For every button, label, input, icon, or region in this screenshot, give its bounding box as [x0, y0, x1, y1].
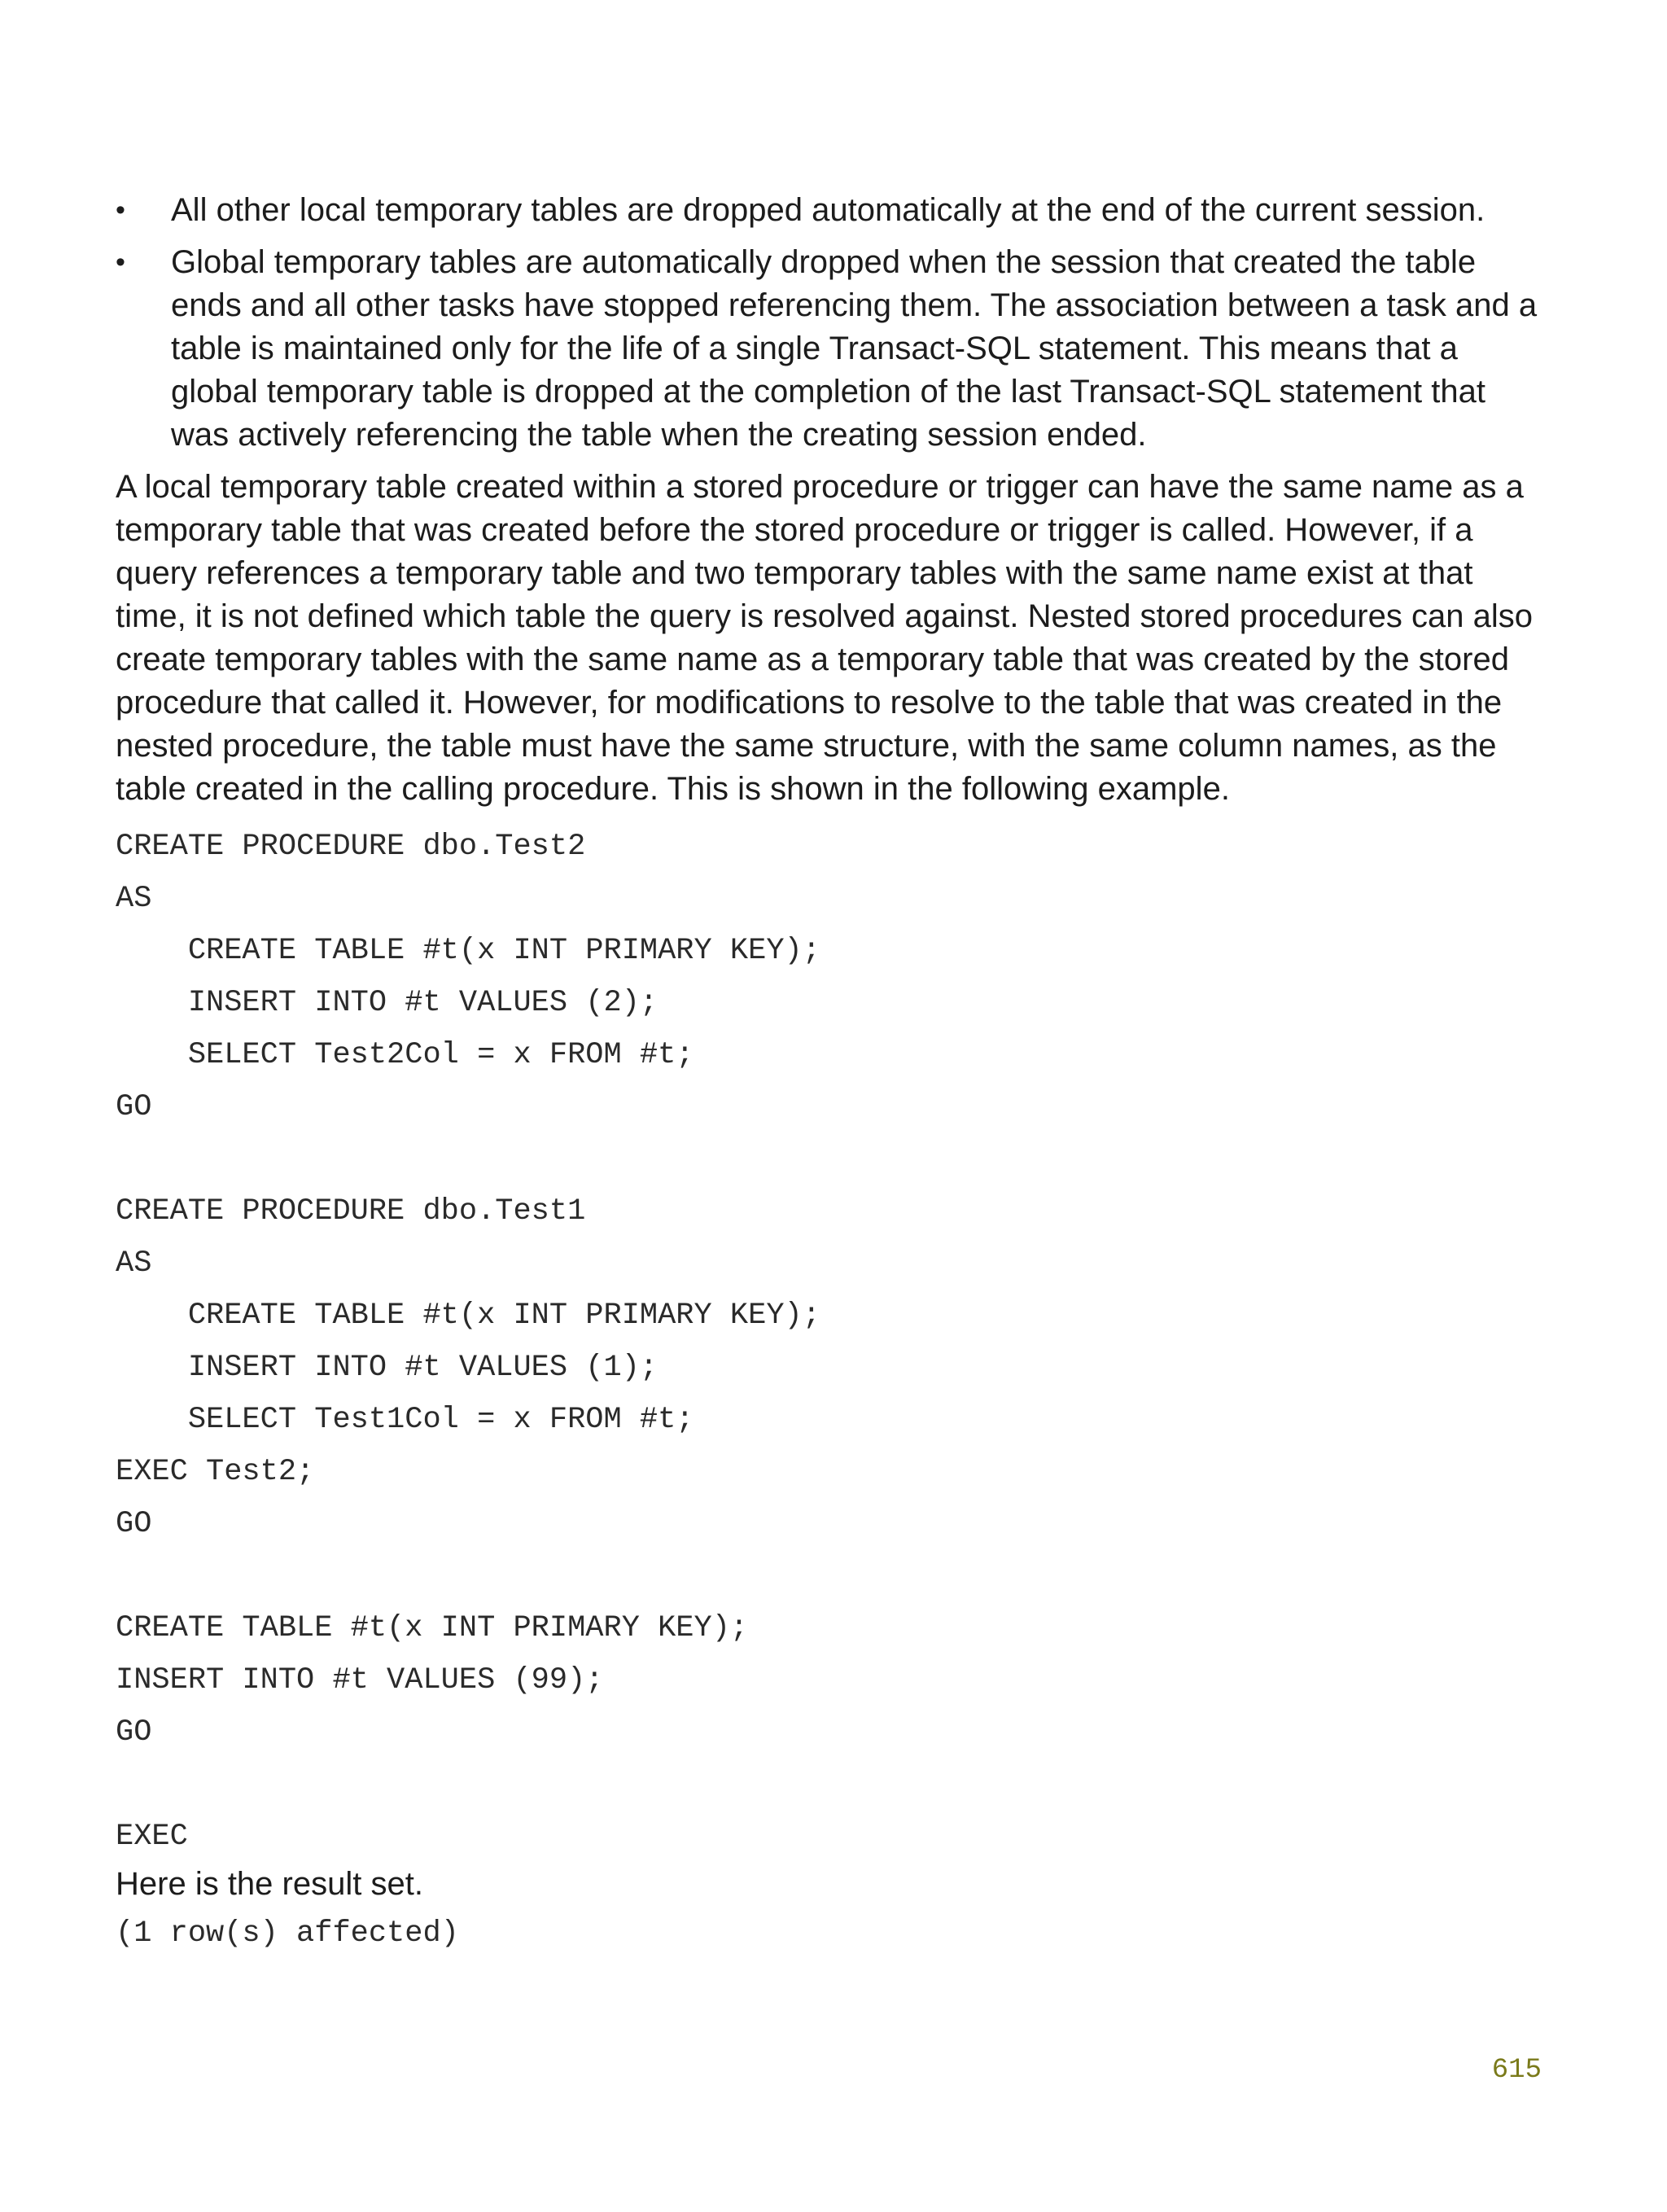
code-line: AS: [116, 882, 152, 916]
code-line: AS: [116, 1246, 152, 1281]
code-line: SELECT Test1Col = x FROM #t;: [116, 1403, 694, 1437]
code-line: [116, 1759, 1548, 1811]
bullet-icon: •: [116, 195, 125, 226]
bullet-text: Global temporary tables are automatically dropped when the session that created the table ends and all other tasks have stopped referencing them. The association between a task and a table is maintained only for the life of a single Transact-SQL statement. This means that a global temporary table is dropped at the completion of the last Transact-SQL statement that was actively referencing the table when the creating session ended.: [171, 244, 1538, 453]
page-number: 615: [1491, 2055, 1542, 2086]
result-output: (1 row(s) affected): [116, 1916, 459, 1951]
code-line: [116, 1133, 1548, 1185]
code-line: CREATE TABLE #t(x INT PRIMARY KEY);: [116, 1611, 749, 1645]
code-line: EXEC: [116, 1820, 188, 1854]
code-line: CREATE PROCEDURE dbo.Test1: [116, 1194, 586, 1229]
document-page: [116, 189, 1548, 1956]
code-line: GO: [116, 1090, 152, 1124]
code-line: CREATE PROCEDURE dbo.Test2: [116, 830, 586, 864]
body-paragraph: A local temporary table created within a stored procedure or trigger can have the same name as a temporary table that was created before the stored procedure or trigger is called. However, if a query references a temporary table and two temporary tables with the same name exist at that time, it is not defined which table the query is resolved against. Nested stored procedures can also create temporary tables with the same name as a temporary table that was created by the stored procedure that called it. However, for modifications to resolve to the table that was created in the nested procedure, the table must have the same structure, with the same column names, as the table created in the calling procedure. This is shown in the following example.: [116, 469, 1533, 807]
code-line: INSERT INTO #t VALUES (99);: [116, 1663, 604, 1697]
bullet-list: [116, 189, 1548, 457]
code-line: CREATE TABLE #t(x INT PRIMARY KEY);: [116, 934, 820, 968]
result-label: Here is the result set.: [116, 1866, 423, 1902]
code-line: GO: [116, 1715, 152, 1750]
bullet-item: [116, 189, 1548, 232]
bullet-text: All other local temporary tables are dropped automatically at the end of the current session.: [171, 192, 1485, 228]
code-line: GO: [116, 1507, 152, 1541]
code-line: [116, 1550, 1548, 1602]
code-line: INSERT INTO #t VALUES (1);: [116, 1351, 658, 1385]
code-line: INSERT INTO #t VALUES (2);: [116, 986, 658, 1020]
code-line: SELECT Test2Col = x FROM #t;: [116, 1038, 694, 1072]
bullet-icon: •: [116, 247, 125, 278]
code-block: [116, 821, 1548, 1863]
code-line: CREATE TABLE #t(x INT PRIMARY KEY);: [116, 1299, 820, 1333]
code-line: EXEC Test2;: [116, 1455, 315, 1489]
bullet-item: [116, 241, 1548, 457]
